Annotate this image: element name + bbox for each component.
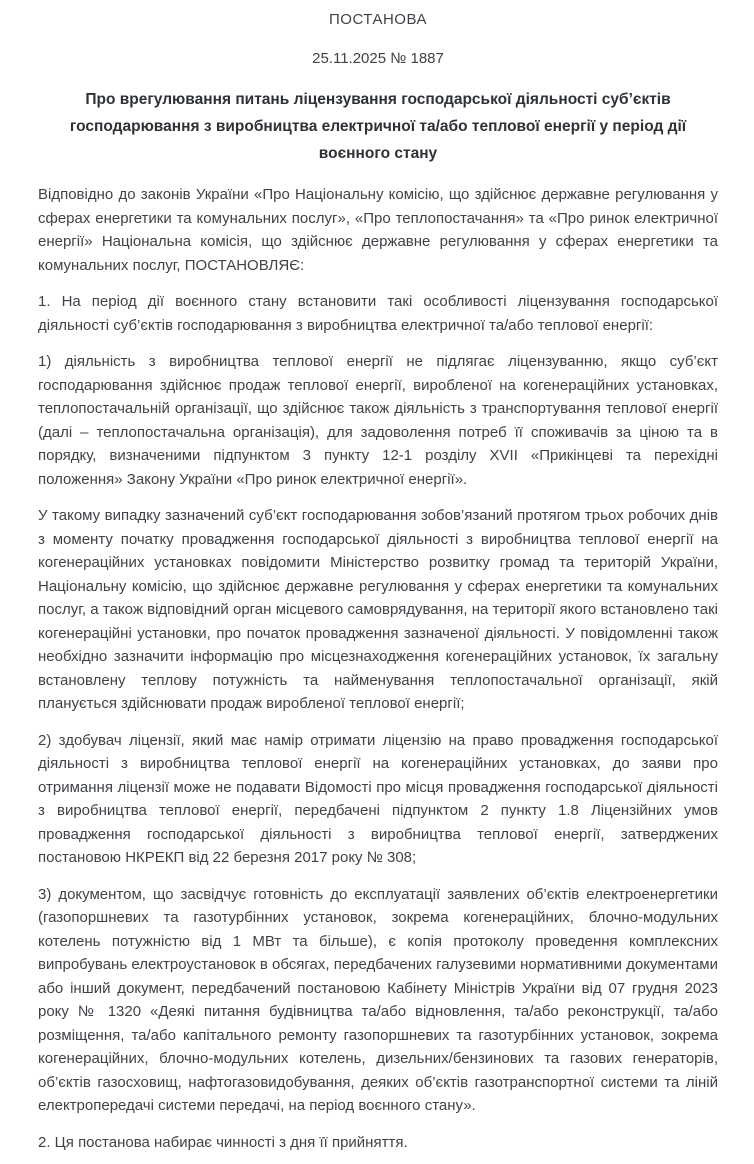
resolution-title: ПОСТАНОВА <box>329 11 427 28</box>
body-paragraph-point-1: 1. На період дії воєнного стану встановити такі особливості ліцензування господарської діяльності суб’єктів господарювання з виробництва електричної та/або теплової енергії: <box>38 293 718 334</box>
body-paragraph-point-2: 2. Ця постанова набирає чинності з дня її прийняття. <box>38 1133 408 1151</box>
body-paragraph-subpoint-2: 2) здобувач ліцензії, який має намір отримати ліцензію на право провадження господарської діяльності з виробництва теплової енергії на когенераційних установках, до заяви про отримання ліцензії може не подавати Відомості про місця провадження господарської діяльності з виробництва теплової енергії, передбачені підпунктом 2 пункту 1.8 Ліцензійних умов провадження господарської діяльності з виробництва теплової енергії, затверджених постановою НКРЕКП від 22 березня 2017 року № 308; <box>38 731 718 866</box>
body-paragraph-subpoint-3: 3) документом, що засвідчує готовність до експлуатації заявлених об’єктів електроенергетики (газопоршневих та газотурбінних установок, зокрема когенераційних, блочно-модульних котелень потужністю від 1 МВт та більше), є копія протоколу проведення комплексних випробувань електроустановок в обсягах, передбачених галузевими нормативними документами або інший документ, передбачений постановою Кабінету Міністрів України від 07 грудня 2023 року № 1320 «Деякі питання будівництва та/або відновлення, та/або реконструкції, та/або розміщення, та/або капітального ремонту газопоршневих та газотурбінних установок, зокрема когенераційних, блочно-модульних котелень, дизельних/бензинових та газових генераторів, об’єктів газосховищ, нафтогазовидобування, деяких об’єктів газотранспортної системи та ліній електропередачі системи передачі, на період воєнного стану». <box>38 885 718 1114</box>
resolution-date-number: 25.11.2025 № 1887 <box>312 49 444 67</box>
resolution-subject: Про врегулювання питань ліцензування господарської діяльності суб’єктів господарювання з виробництва електричної та/або теплової енергії у період дії воєнного стану <box>69 91 687 162</box>
body-paragraph-preamble: Відповідно до законів України «Про Національну комісію, що здійснює державне регулювання у сферах енергетики та комунальних послуг», «Про теплопостачання» та «Про ринок електричної енергії» Національна комісія, що здійснює державне регулювання у сферах енергетики та комунальних послуг, ПОСТАНОВЛЯЄ: <box>38 186 718 274</box>
body-paragraph-subpoint-1: 1) діяльність з виробництва теплової енергії не підлягає ліцензуванню, якщо суб’єкт господарювання здійснює продаж теплової енергії, виробленої на когенераційних установках, теплопостачальній організації, що здійснює також діяльність з транспортування теплової енергії (далі – теплопостачальна організація), для задоволення потреб її споживачів за ціною та в порядку, визначеними підпунктом 3 пункту 12-1 розділу XVII «Прикінцеві та перехідні положення» Закону України «Про ринок електричної енергії». <box>38 353 718 488</box>
body-paragraph-subpoint-1-continued: У такому випадку зазначений суб’єкт господарювання зобов’язаний протягом трьох робочих днів з моменту початку провадження господарської діяльності з виробництва теплової енергії на когенераційних установках повідомити Міністерство розвитку громад та територій України, Національну комісію, що здійснює державне регулювання у сферах енергетики та комунальних послуг, а також відповідний орган місцевого самоврядування, на території якого встановлено такі когенераційні установки, про початок провадження зазначеної діяльності. У повідомленні також необхідно зазначити інформацію про місцезнаходження когенераційних установок, їх загальну встановлену теплову потужність та найменування теплопостачальної організації, якій планується здійснювати продаж виробленої теплової енергії; <box>38 507 718 712</box>
